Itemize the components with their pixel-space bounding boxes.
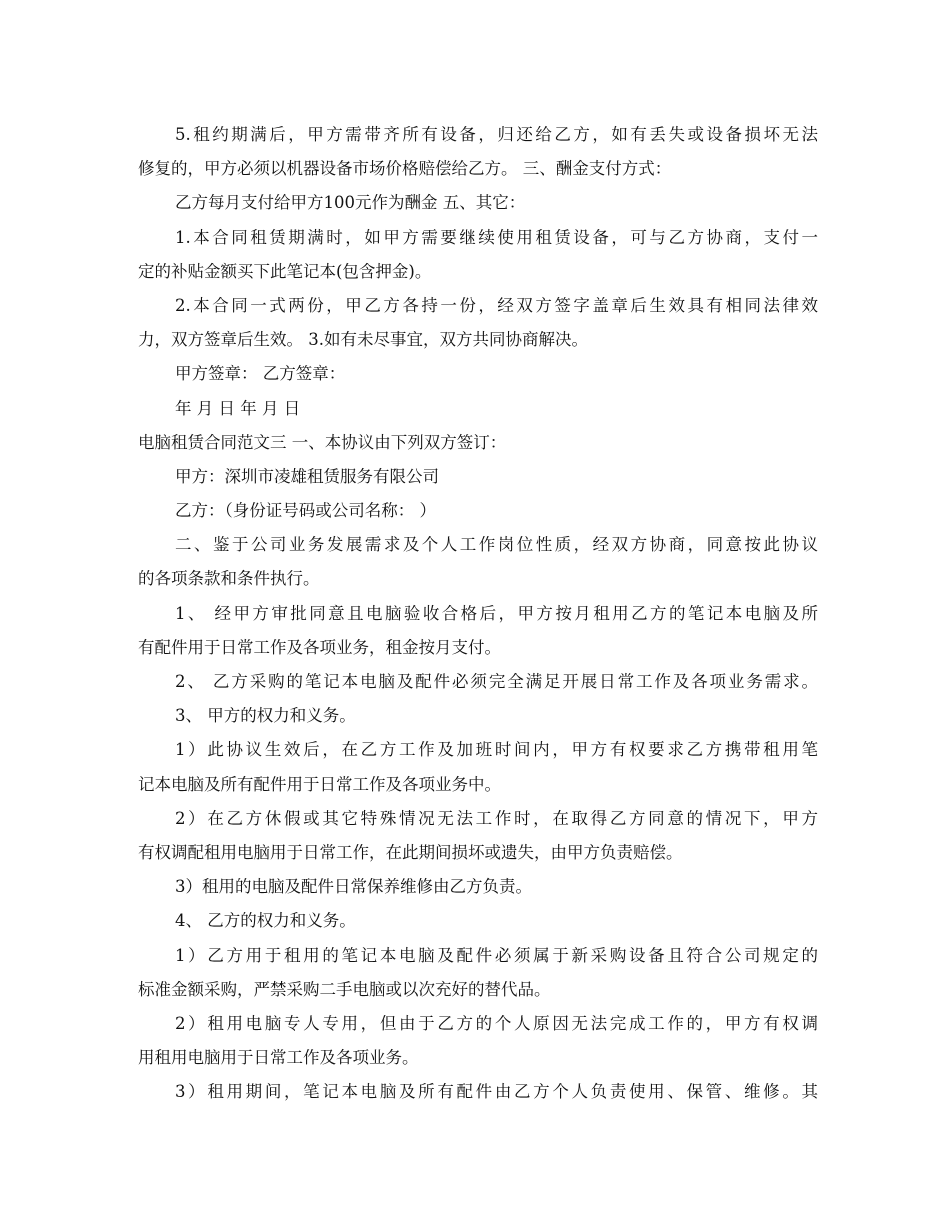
paragraph-line: 2.本合同一式两份，甲乙方各持一份，经双方签字盖章后生效具有相同法律效 bbox=[175, 295, 818, 315]
paragraph-line: 有配件用于日常工作及各项业务，租金按月支付。 bbox=[138, 637, 501, 657]
paragraph-line: 修复的，甲方必须以机器设备市场价格赔偿给乙方。 三、酬金支付方式： bbox=[138, 159, 672, 179]
paragraph-line: 定的补贴金额买下此笔记本(包含押金)。 bbox=[138, 261, 432, 281]
paragraph-line: 2）在乙方休假或其它特殊情况无法工作时，在取得乙方同意的情况下，甲方 bbox=[175, 808, 818, 828]
paragraph-line: 用租用电脑用于日常工作及各项业务。 bbox=[138, 1048, 419, 1068]
paragraph-line: 1.本合同租赁期满时，如甲方需要继续使用租赁设备，可与乙方协商，支付一 bbox=[175, 227, 818, 247]
date-line: 年 月 日 年 月 日 bbox=[175, 398, 301, 418]
document-body bbox=[138, 118, 818, 1109]
paragraph-line: 3、 甲方的权力和义务。 bbox=[175, 706, 356, 726]
paragraph-line: 力，双方签章后生效。 3.如有未尽事宜，双方共同协商解决。 bbox=[138, 330, 588, 350]
paragraph-line: 有权调配租用电脑用于日常工作，在此期间损坏或遗失，由甲方负责赔偿。 bbox=[138, 842, 683, 862]
paragraph-line: 2）租用电脑专人专用，但由于乙方的个人原因无法完成工作的，甲方有权调 bbox=[175, 1013, 818, 1033]
paragraph-line: 的各项条款和条件执行。 bbox=[138, 569, 320, 589]
paragraph-line: 1、 经甲方审批同意且电脑验收合格后，甲方按月租用乙方的笔记本电脑及所 bbox=[175, 603, 818, 623]
paragraph-line: 3）租用的电脑及配件日常保养维修由乙方负责。 bbox=[175, 877, 532, 897]
section-heading: 电脑租赁合同范文三 一、本协议由下列双方签订： bbox=[138, 432, 507, 452]
signature-line: 甲方签章： 乙方签章： bbox=[175, 364, 346, 384]
paragraph-line: 二、鉴于公司业务发展需求及个人工作岗位性质，经双方协商，同意按此协议 bbox=[175, 535, 818, 555]
paragraph-line: 乙方每月支付给甲方100元作为酬金 五、其它： bbox=[175, 193, 526, 213]
paragraph-line: 记本电脑及所有配件用于日常工作及各项业务中。 bbox=[138, 774, 501, 794]
party-b-line: 乙方：（身份证号码或公司名称： ） bbox=[175, 501, 436, 521]
party-a-line: 甲方：深圳市凌雄租赁服务有限公司 bbox=[175, 466, 439, 486]
paragraph-line: 2、 乙方采购的笔记本电脑及配件必须完全满足开展日常工作及各项业务需求。 bbox=[175, 672, 818, 691]
paragraph-line: 1）乙方用于租用的笔记本电脑及配件必须属于新采购设备且符合公司规定的 bbox=[175, 945, 818, 965]
paragraph-line: 标准金额采购，严禁采购二手电脑或以次充好的替代品。 bbox=[138, 979, 551, 999]
paragraph-line: 3）租用期间，笔记本电脑及所有配件由乙方个人负责使用、保管、维修。其 bbox=[175, 1082, 818, 1102]
paragraph-line: 4、 乙方的权力和义务。 bbox=[175, 911, 356, 931]
paragraph-line: 1）此协议生效后，在乙方工作及加班时间内，甲方有权要求乙方携带租用笔 bbox=[175, 740, 818, 760]
paragraph-line: 5.租约期满后，甲方需带齐所有设备，归还给乙方，如有丢失或设备损坏无法 bbox=[175, 125, 818, 144]
